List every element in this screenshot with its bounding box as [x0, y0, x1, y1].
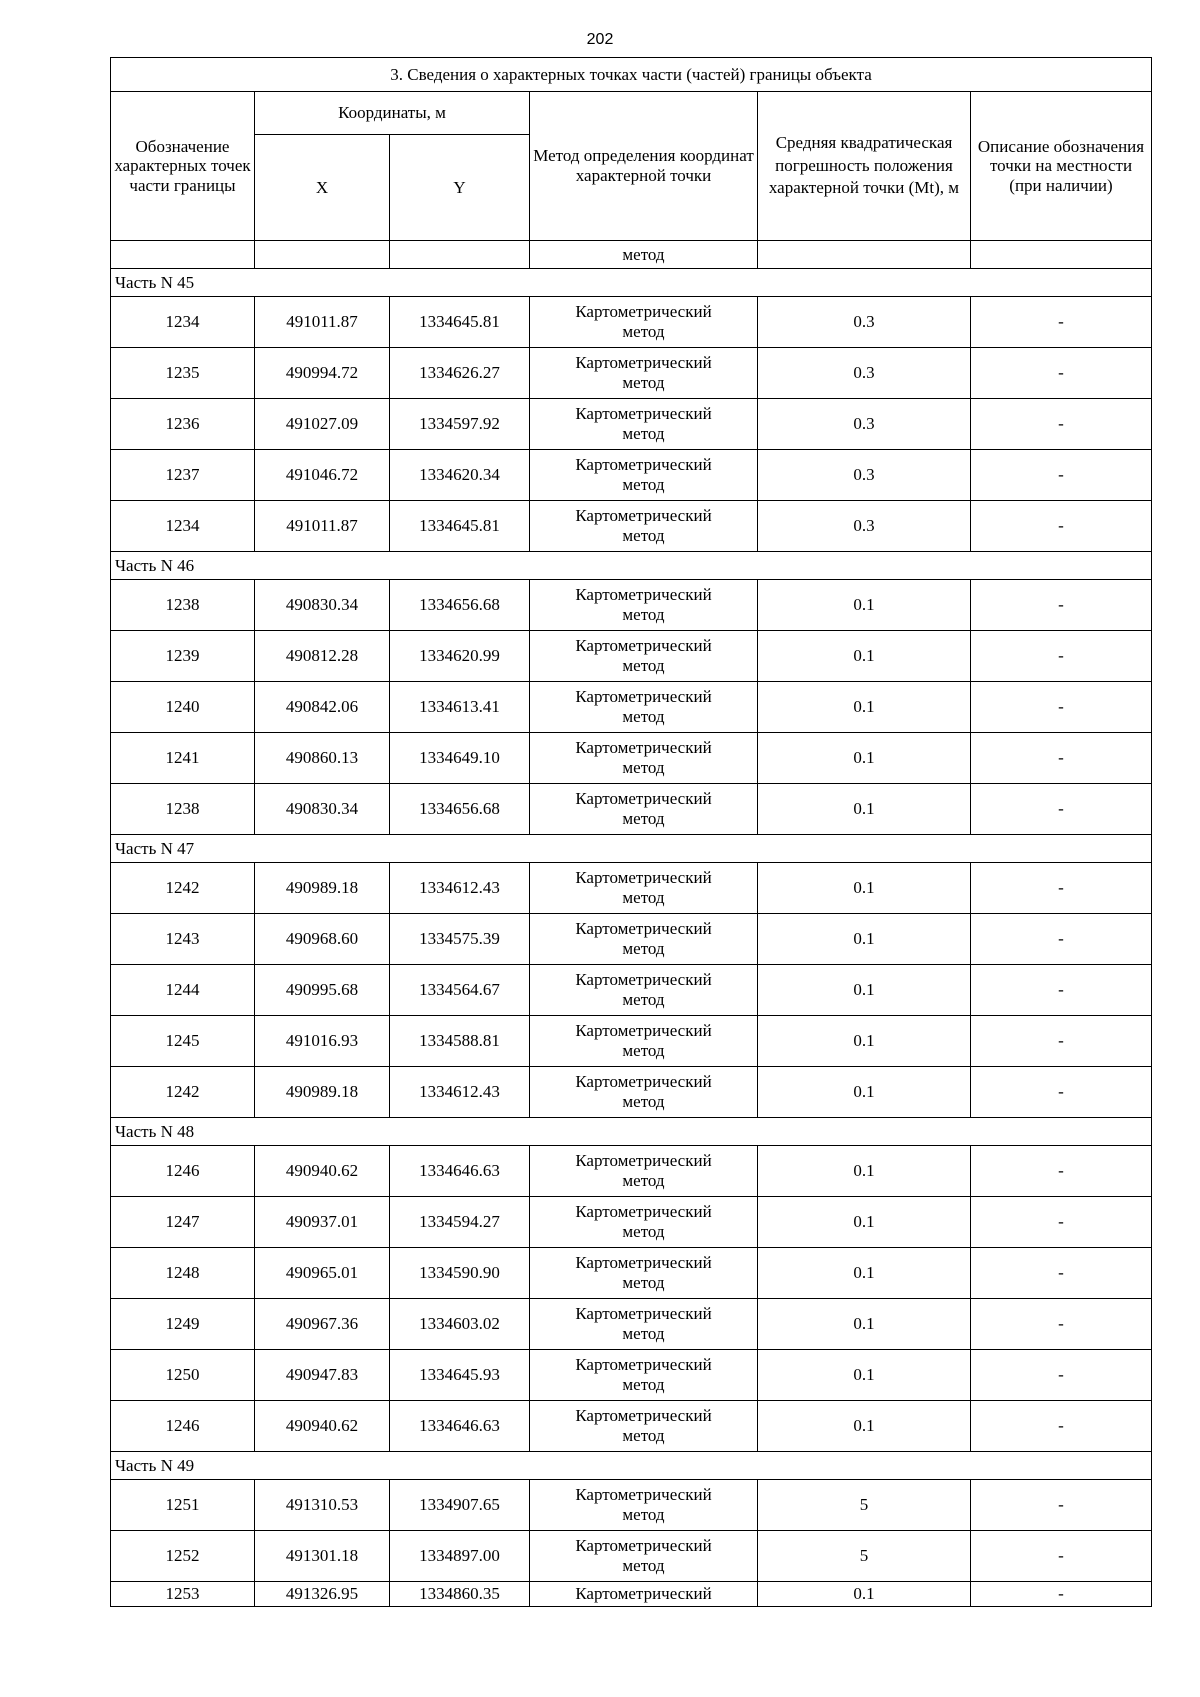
method-line-1: Картометрический	[575, 1201, 712, 1221]
y-cell: 1334620.99	[390, 631, 530, 682]
description-cell: -	[971, 784, 1152, 835]
header-description: Описание обозначения точки на местности (при наличии)	[971, 92, 1152, 241]
point-cell: 1240	[111, 682, 255, 733]
part-label: Часть N 46	[111, 552, 1152, 580]
method-line-1: Картометрический	[575, 1303, 712, 1323]
description-cell: -	[971, 297, 1152, 348]
method-line-1: Картометрический	[575, 1535, 712, 1555]
continuation-empty-cell	[390, 241, 530, 269]
method-line-2: метод	[622, 1324, 665, 1343]
table-row	[111, 1531, 1152, 1582]
x-cell: 491011.87	[255, 501, 390, 552]
header-point: Обозначение характерных точек части границы	[111, 92, 255, 241]
part-header-row	[111, 269, 1152, 297]
description-cell: -	[971, 1480, 1152, 1531]
x-cell: 490989.18	[255, 1067, 390, 1118]
point-cell: 1238	[111, 580, 255, 631]
boundary-points-table	[110, 57, 1152, 1607]
header-coordinates: Координаты, м	[255, 92, 530, 135]
point-cell: 1237	[111, 450, 255, 501]
method-line-2: метод	[622, 1375, 665, 1394]
method-line-1: Картометрический	[575, 1484, 712, 1504]
method-cell	[530, 733, 758, 784]
method-line-2: метод	[622, 424, 665, 443]
continuation-row	[111, 241, 1152, 269]
error-cell: 0.1	[758, 1299, 971, 1350]
point-cell: 1248	[111, 1248, 255, 1299]
error-cell: 0.1	[758, 1401, 971, 1452]
header-error: Средняя квадратическая погрешность положения характерной точки (Mt), м	[758, 92, 971, 241]
description-cell: -	[971, 501, 1152, 552]
x-cell: 490830.34	[255, 580, 390, 631]
point-cell: 1250	[111, 1350, 255, 1401]
part-label: Часть N 48	[111, 1118, 1152, 1146]
header-row-1	[111, 92, 1152, 135]
error-cell: 5	[758, 1531, 971, 1582]
method-line-2: метод	[622, 939, 665, 958]
table-row	[111, 733, 1152, 784]
x-cell: 490968.60	[255, 914, 390, 965]
part-label: Часть N 45	[111, 269, 1152, 297]
method-line-1: Картометрический	[575, 1583, 712, 1603]
x-cell: 491326.95	[255, 1582, 390, 1607]
method-line-2: метод	[622, 707, 665, 726]
point-cell: 1246	[111, 1401, 255, 1452]
y-cell: 1334646.63	[390, 1401, 530, 1452]
method-cell	[530, 450, 758, 501]
method-line-1: Картометрический	[575, 301, 712, 321]
error-cell: 0.3	[758, 348, 971, 399]
continuation-empty-cell	[758, 241, 971, 269]
table-row	[111, 1480, 1152, 1531]
table-row	[111, 784, 1152, 835]
y-cell: 1334620.34	[390, 450, 530, 501]
point-cell: 1244	[111, 965, 255, 1016]
description-cell: -	[971, 682, 1152, 733]
error-cell: 0.1	[758, 682, 971, 733]
error-cell: 0.1	[758, 1350, 971, 1401]
x-cell: 490967.36	[255, 1299, 390, 1350]
method-cell	[530, 1299, 758, 1350]
method-line-2: метод	[622, 1222, 665, 1241]
method-line-1: Картометрический	[575, 788, 712, 808]
table-row	[111, 1350, 1152, 1401]
x-cell: 490940.62	[255, 1401, 390, 1452]
method-line-2: метод	[622, 656, 665, 675]
page-number: 202	[586, 31, 614, 48]
header-method: Метод определения координат характерной точки	[530, 92, 758, 241]
method-cell	[530, 1248, 758, 1299]
table-row	[111, 297, 1152, 348]
description-cell: -	[971, 733, 1152, 784]
method-cell	[530, 784, 758, 835]
method-line-2: метод	[622, 1092, 665, 1111]
point-cell: 1236	[111, 399, 255, 450]
method-line-2: метод	[622, 888, 665, 907]
method-line-2: метод	[622, 1426, 665, 1445]
description-cell: -	[971, 1067, 1152, 1118]
method-line-2: метод	[622, 1273, 665, 1292]
method-line-1: Картометрический	[575, 1071, 712, 1091]
description-cell: -	[971, 1248, 1152, 1299]
method-line-1: Картометрический	[575, 1354, 712, 1374]
error-cell: 0.1	[758, 733, 971, 784]
description-cell: -	[971, 631, 1152, 682]
method-line-2: метод	[622, 475, 665, 494]
error-cell: 5	[758, 1480, 971, 1531]
x-cell: 490940.62	[255, 1146, 390, 1197]
method-cell	[530, 501, 758, 552]
point-cell: 1243	[111, 914, 255, 965]
table-row	[111, 1299, 1152, 1350]
x-cell: 490830.34	[255, 784, 390, 835]
method-line-2: метод	[622, 990, 665, 1009]
point-cell: 1242	[111, 1067, 255, 1118]
method-cell	[530, 1401, 758, 1452]
error-cell: 0.1	[758, 1582, 971, 1607]
x-cell: 491016.93	[255, 1016, 390, 1067]
x-cell: 491027.09	[255, 399, 390, 450]
method-line-1: Картометрический	[575, 635, 712, 655]
table-row	[111, 1016, 1152, 1067]
method-line-2: метод	[622, 809, 665, 828]
y-cell: 1334897.00	[390, 1531, 530, 1582]
method-line-1: Картометрический	[575, 737, 712, 757]
y-cell: 1334645.93	[390, 1350, 530, 1401]
error-cell: 0.1	[758, 1146, 971, 1197]
method-cell	[530, 1197, 758, 1248]
method-line-2: метод	[622, 373, 665, 392]
method-line-2: метод	[622, 1505, 665, 1524]
table-row	[111, 965, 1152, 1016]
part-header-row	[111, 1118, 1152, 1146]
continuation-method-cell: метод	[530, 241, 758, 269]
point-cell: 1251	[111, 1480, 255, 1531]
table-row	[111, 1582, 1152, 1607]
point-cell: 1238	[111, 784, 255, 835]
y-cell: 1334626.27	[390, 348, 530, 399]
x-cell: 491301.18	[255, 1531, 390, 1582]
method-line-1: Картометрический	[575, 867, 712, 887]
y-cell: 1334588.81	[390, 1016, 530, 1067]
continuation-empty-cell	[255, 241, 390, 269]
part-header-row	[111, 1452, 1152, 1480]
method-line-2: метод	[622, 758, 665, 777]
error-cell: 0.1	[758, 863, 971, 914]
table-row	[111, 580, 1152, 631]
y-cell: 1334613.41	[390, 682, 530, 733]
x-cell: 490994.72	[255, 348, 390, 399]
point-cell: 1246	[111, 1146, 255, 1197]
table-row	[111, 914, 1152, 965]
description-cell: -	[971, 914, 1152, 965]
y-cell: 1334646.63	[390, 1146, 530, 1197]
description-cell: -	[971, 1016, 1152, 1067]
error-cell: 0.1	[758, 631, 971, 682]
description-cell: -	[971, 580, 1152, 631]
table-row	[111, 348, 1152, 399]
y-cell: 1334860.35	[390, 1582, 530, 1607]
method-cell	[530, 1582, 758, 1607]
part-header-row	[111, 835, 1152, 863]
table-row	[111, 399, 1152, 450]
table-row	[111, 1248, 1152, 1299]
x-cell: 490995.68	[255, 965, 390, 1016]
x-cell: 490965.01	[255, 1248, 390, 1299]
x-cell: 490947.83	[255, 1350, 390, 1401]
error-cell: 0.1	[758, 965, 971, 1016]
x-cell: 490842.06	[255, 682, 390, 733]
error-cell: 0.3	[758, 450, 971, 501]
method-cell	[530, 580, 758, 631]
table-row	[111, 1146, 1152, 1197]
method-line-2: метод	[622, 1041, 665, 1060]
method-line-1: Картометрический	[575, 686, 712, 706]
method-line-1: Картометрический	[575, 403, 712, 423]
point-cell: 1234	[111, 501, 255, 552]
x-cell: 491310.53	[255, 1480, 390, 1531]
description-cell: -	[971, 1401, 1152, 1452]
x-cell: 490937.01	[255, 1197, 390, 1248]
y-cell: 1334907.65	[390, 1480, 530, 1531]
method-line-1: Картометрический	[575, 352, 712, 372]
method-cell	[530, 863, 758, 914]
x-cell: 491046.72	[255, 450, 390, 501]
description-cell: -	[971, 450, 1152, 501]
y-cell: 1334645.81	[390, 501, 530, 552]
error-cell: 0.3	[758, 297, 971, 348]
method-cell	[530, 1350, 758, 1401]
method-cell	[530, 965, 758, 1016]
error-cell: 0.1	[758, 784, 971, 835]
point-cell: 1239	[111, 631, 255, 682]
description-cell: -	[971, 1299, 1152, 1350]
method-cell	[530, 914, 758, 965]
error-cell: 0.1	[758, 1016, 971, 1067]
method-line-1: Картометрический	[575, 1020, 712, 1040]
method-cell	[530, 1067, 758, 1118]
method-line-1: Картометрический	[575, 1150, 712, 1170]
table-row	[111, 1067, 1152, 1118]
method-line-1: Картометрический	[575, 918, 712, 938]
error-cell: 0.3	[758, 399, 971, 450]
description-cell: -	[971, 863, 1152, 914]
point-cell: 1235	[111, 348, 255, 399]
method-cell	[530, 1146, 758, 1197]
continuation-empty-cell	[111, 241, 255, 269]
x-cell: 491011.87	[255, 297, 390, 348]
method-cell	[530, 1480, 758, 1531]
method-line-2: метод	[622, 526, 665, 545]
y-cell: 1334612.43	[390, 1067, 530, 1118]
description-cell: -	[971, 1197, 1152, 1248]
y-cell: 1334603.02	[390, 1299, 530, 1350]
header-x: X	[255, 135, 390, 241]
method-line-2: метод	[622, 1556, 665, 1575]
description-cell: -	[971, 1146, 1152, 1197]
y-cell: 1334649.10	[390, 733, 530, 784]
method-cell	[530, 631, 758, 682]
method-line-2: метод	[622, 605, 665, 624]
table-title-row	[111, 58, 1152, 92]
y-cell: 1334575.39	[390, 914, 530, 965]
error-cell: 0.1	[758, 914, 971, 965]
error-cell: 0.1	[758, 1248, 971, 1299]
description-cell: -	[971, 348, 1152, 399]
x-cell: 490860.13	[255, 733, 390, 784]
part-label: Часть N 49	[111, 1452, 1152, 1480]
x-cell: 490812.28	[255, 631, 390, 682]
table-title: 3. Сведения о характерных точках части (частей) границы объекта	[111, 58, 1152, 92]
point-cell: 1247	[111, 1197, 255, 1248]
y-cell: 1334564.67	[390, 965, 530, 1016]
error-cell: 0.1	[758, 1197, 971, 1248]
table-row	[111, 1197, 1152, 1248]
method-line-1: Картометрический	[575, 454, 712, 474]
continuation-empty-cell	[971, 241, 1152, 269]
part-header-row	[111, 552, 1152, 580]
point-cell: 1253	[111, 1582, 255, 1607]
point-cell: 1252	[111, 1531, 255, 1582]
method-line-1: Картометрический	[575, 584, 712, 604]
y-cell: 1334656.68	[390, 784, 530, 835]
table-row	[111, 1401, 1152, 1452]
method-cell	[530, 399, 758, 450]
y-cell: 1334656.68	[390, 580, 530, 631]
method-cell	[530, 297, 758, 348]
x-cell: 490989.18	[255, 863, 390, 914]
method-line-1: Картометрический	[575, 1405, 712, 1425]
method-cell	[530, 1531, 758, 1582]
method-line-1: Картометрический	[575, 1252, 712, 1272]
description-cell: -	[971, 1531, 1152, 1582]
description-cell: -	[971, 1582, 1152, 1607]
y-cell: 1334645.81	[390, 297, 530, 348]
header-y: Y	[390, 135, 530, 241]
method-line-2: метод	[622, 1171, 665, 1190]
table-row	[111, 450, 1152, 501]
y-cell: 1334594.27	[390, 1197, 530, 1248]
method-cell	[530, 682, 758, 733]
error-cell: 0.1	[758, 1067, 971, 1118]
method-cell	[530, 348, 758, 399]
method-line-2: метод	[622, 322, 665, 341]
method-line-1: Картометрический	[575, 505, 712, 525]
y-cell: 1334597.92	[390, 399, 530, 450]
point-cell: 1245	[111, 1016, 255, 1067]
part-label: Часть N 47	[111, 835, 1152, 863]
table-row	[111, 682, 1152, 733]
table-row	[111, 631, 1152, 682]
description-cell: -	[971, 1350, 1152, 1401]
point-cell: 1249	[111, 1299, 255, 1350]
error-cell: 0.1	[758, 580, 971, 631]
y-cell: 1334590.90	[390, 1248, 530, 1299]
method-cell	[530, 1016, 758, 1067]
description-cell: -	[971, 399, 1152, 450]
table-row	[111, 501, 1152, 552]
description-cell: -	[971, 965, 1152, 1016]
point-cell: 1234	[111, 297, 255, 348]
method-line-1: Картометрический	[575, 969, 712, 989]
table-row	[111, 863, 1152, 914]
point-cell: 1241	[111, 733, 255, 784]
error-cell: 0.3	[758, 501, 971, 552]
y-cell: 1334612.43	[390, 863, 530, 914]
point-cell: 1242	[111, 863, 255, 914]
